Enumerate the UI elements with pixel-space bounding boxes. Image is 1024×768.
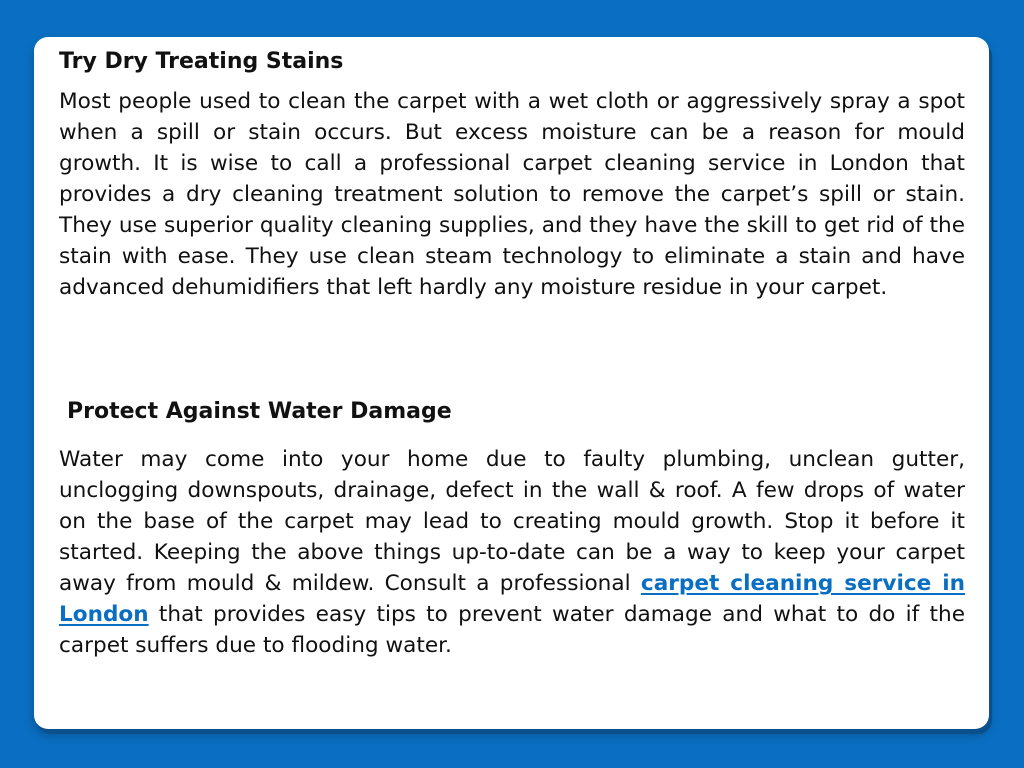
section-body-dry-treating: Most people used to clean the carpet with a wet cloth or aggressively spray a spot when a spill or stain occurs. But excess moisture can be a reason for mould growth. It is wise to call a professional carpet cleaning service in London that provides a dry cleaning treatment solution to remove the carpet’s spill or stain. They use superior quality cleaning supplies, and they have the skill to get rid of the stain with ease. They use clean steam technology to eliminate a stain and have advanced dehumidifiers that left hardly any moisture residue in your carpet. (59, 89, 965, 300)
section-title-water-damage: Protect Against Water Damage (67, 399, 452, 424)
section-body-water-damage (59, 444, 965, 661)
section-title-dry-treating: Try Dry Treating Stains (59, 49, 344, 74)
body-text-after-link: that provides easy tips to prevent water damage and what to do if the carpet suffers due to flooding water. (59, 602, 965, 658)
body-text-before-link: Water may come into your home due to faulty plumbing, unclean gutter, unclogging downspouts, drainage, defect in the wall & roof. A few drops of water on the base of the carpet may lead to creating mould growth. Stop it before it started. Keeping the above things up-to-date can be a way to keep your carpet away from mould & mildew. Consult a professional (59, 447, 965, 596)
carpet-cleaning-link[interactable]: carpet cleaning service in London (59, 571, 966, 627)
content-card (34, 37, 989, 729)
